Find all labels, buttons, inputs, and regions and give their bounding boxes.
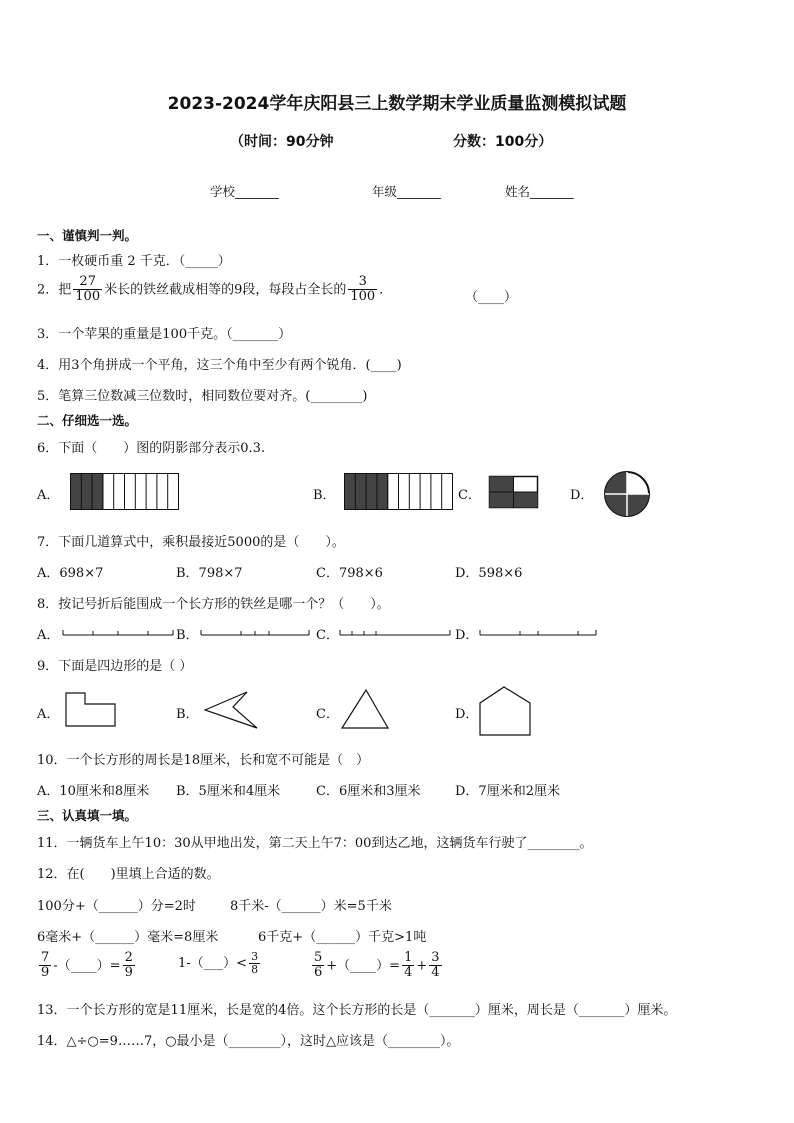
q8-option-d-label: D． [455, 628, 479, 643]
q10-option-d: D．7厘米和2厘米 [455, 784, 560, 799]
section-heading: 三、认真填一填。 [37, 808, 138, 823]
q6-option-d-label: D． [570, 488, 594, 503]
exam-time: （时间：90分钟 [230, 134, 334, 150]
q9-option-c-label: C． [316, 707, 339, 722]
q9-shape-c [340, 688, 390, 730]
grade-field: 年级_______ [372, 184, 441, 199]
question-7: 7．下面几道算式中，乘积最接近5000的是（ ）。 [37, 535, 345, 550]
q2-prefix: 2．把 [37, 282, 72, 298]
q6-option-a-label: A． [37, 488, 60, 503]
q9-option-d-label: D． [455, 707, 479, 722]
school-field: 学校_______ [210, 184, 279, 199]
q2-mid: 米长的铁丝截成相等的9段，每段占全长的 [104, 282, 347, 298]
q2-answer-blank: （____） [465, 290, 518, 305]
q8-option-a-label: A． [37, 628, 60, 643]
q9-option-b-label: B． [176, 707, 199, 722]
fraction: $\frac{3}{4}$ [431, 950, 440, 981]
fraction: $\frac{2}{9}$ [124, 950, 133, 981]
question-12: 12．在( )里填上合适的数。 [37, 867, 220, 882]
question-3: 3．一个苹果的重量是100千克。（_______） [37, 327, 292, 342]
page-title: 2023-2024学年庆阳县三上数学期末学业质量监测模拟试题 [167, 94, 627, 114]
question-13: 13．一个长方形的宽是11厘米，长是宽的4倍。这个长方形的长是（_______）厘米，周长是（_______）厘米。 [37, 1003, 677, 1018]
section-heading: 一、谨慎判一判。 [37, 228, 138, 243]
q6-option-d-figure [603, 470, 651, 518]
q7-option-a: A．698×7 [37, 566, 104, 581]
section-heading: 二、仔细选一选。 [37, 413, 138, 428]
q10-option-b: B．5厘米和4厘米 [176, 784, 281, 799]
question-1: 1．一枚硬币重 2 千克．（_____） [37, 254, 231, 269]
q6-option-c-figure [489, 476, 539, 508]
q6-option-b-label: B． [313, 488, 336, 503]
fraction: $\frac{3}{100}$ [350, 274, 376, 305]
q12-row1-b: 8千米-（______）米=5千米 [230, 899, 392, 914]
fraction: $\frac{1}{4}$ [404, 950, 413, 981]
question-5: 5．笔算三位数减三位数时，相同数位要对齐。(________) [37, 389, 368, 404]
q6-option-c-label: C． [458, 488, 481, 503]
q2-end: ． [379, 282, 393, 298]
name-field: 姓名_______ [505, 184, 574, 199]
q7-option-d: D．598×6 [455, 566, 523, 581]
question-14: 14．△÷○=9……7，○最小是（________），这时△应该是（________）。 [37, 1034, 460, 1049]
q10-option-c: C．6厘米和3厘米 [316, 784, 421, 799]
q7-option-b: B．798×7 [176, 566, 243, 581]
q8-wire-d [480, 627, 600, 637]
q8-option-c-label: C． [316, 628, 339, 643]
question-4: 4．用3个角拼成一个平角，这三个角中至少有两个锐角．(____) [37, 358, 402, 373]
fraction: $\frac{7}{9}$ [41, 950, 50, 981]
question-8: 8．按记号折后能围成一个长方形的铁丝是哪一个？（ ）。 [37, 597, 390, 612]
q6-option-a-figure [70, 473, 180, 511]
q9-shape-a [65, 692, 117, 728]
q12-row3-a: $\frac{7}{9}$ -（____）= $\frac{2}{9}$ [41, 950, 133, 981]
question-6: 6．下面（ ）图的阴影部分表示0.3. [37, 441, 266, 456]
q9-option-a-label: A． [37, 707, 60, 722]
q7-option-c: C．798×6 [316, 566, 383, 581]
fraction: $\frac{5}{6}$ [314, 950, 323, 981]
q10-option-a: A．10厘米和8厘米 [37, 784, 150, 799]
question-2 [37, 275, 392, 305]
question-11: 11．一辆货车上午10：30从甲地出发，第二天上午7：00到达乙地，这辆货车行驶了________。 [37, 836, 593, 851]
fraction: $\frac{27}{100}$ [75, 274, 101, 305]
q8-wire-a [63, 627, 175, 637]
question-9: 9．下面是四边形的是（ ） [37, 659, 193, 674]
q8-wire-c [340, 627, 452, 637]
q8-option-b-label: B． [176, 628, 199, 643]
question-10: 10．一个长方形的周长是18厘米，长和宽不可能是（ ） [37, 753, 370, 768]
q6-option-b-figure [344, 473, 454, 511]
q12-row2-a: 6毫米+（______）毫米=8厘米 [37, 930, 219, 945]
exam-score: 分数：100分） [453, 134, 553, 150]
fraction: $\frac{3}{8}$ [251, 950, 259, 977]
q12-row2-b: 6千克+（______）千克>1吨 [258, 930, 427, 945]
q9-shape-d [478, 685, 532, 737]
q8-wire-b [201, 627, 311, 637]
q12-row1-a: 100分+（______）分=2时 [37, 899, 196, 914]
q9-shape-b [203, 690, 259, 730]
q12-row3-b: 1-（___）< $\frac{3}{8}$ [178, 950, 259, 977]
q12-row3-c: $\frac{5}{6}$ +（____）= $\frac{1}{4}$ + $\frac{3}{4}$ [314, 950, 440, 981]
